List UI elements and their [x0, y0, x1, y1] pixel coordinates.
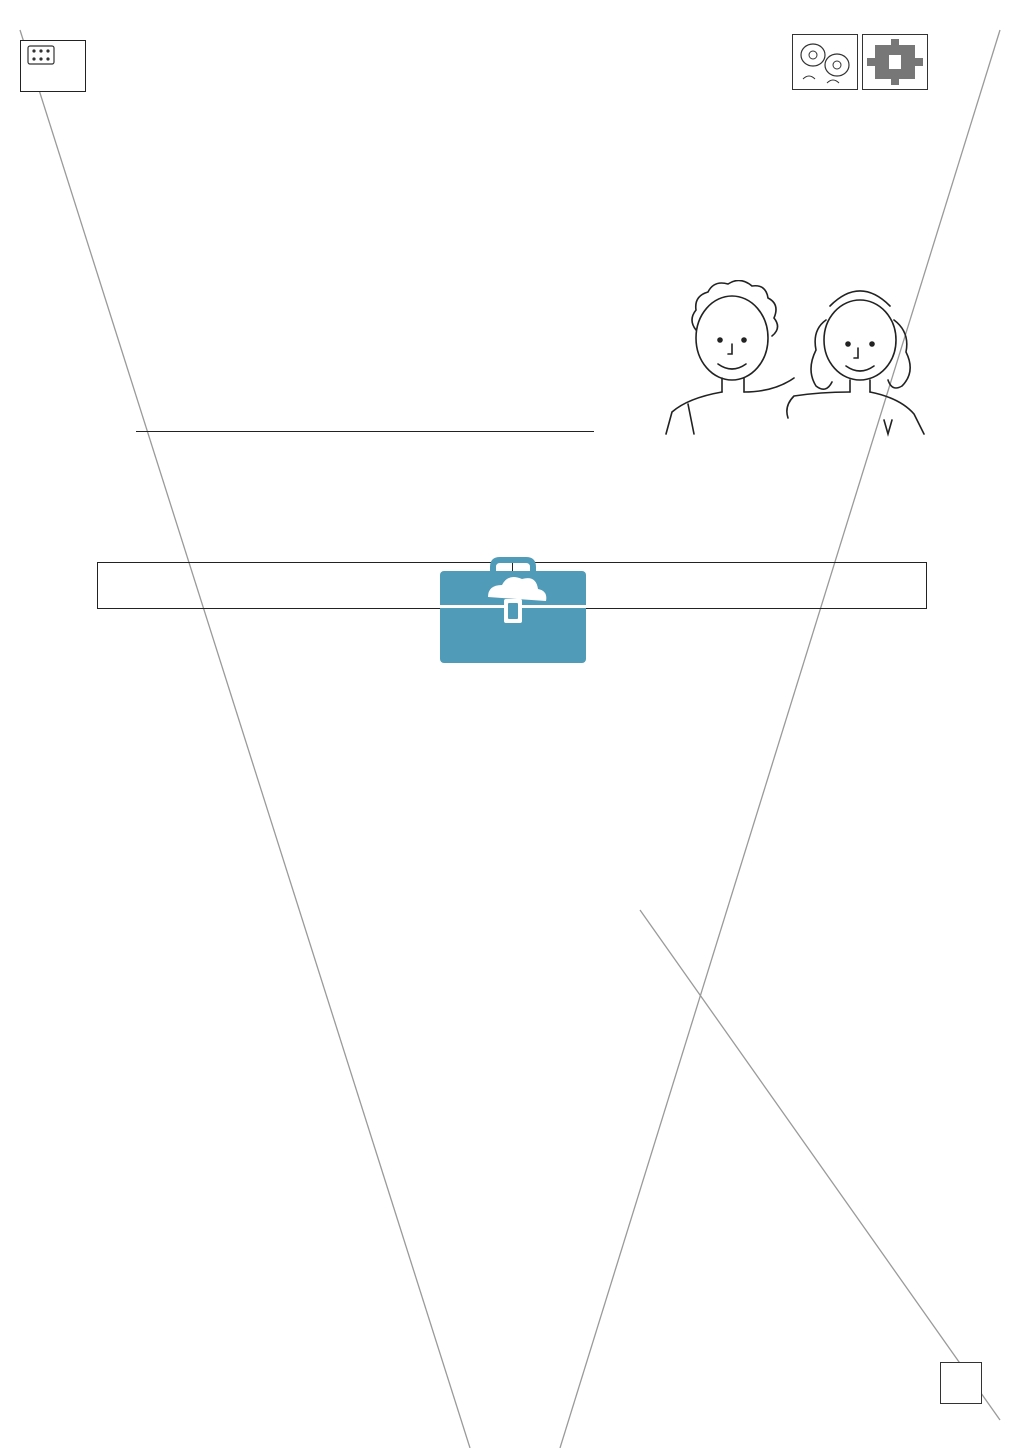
thought-bubbles-icon	[793, 35, 857, 89]
writing-line[interactable]	[136, 431, 594, 432]
briefcase-logo-icon	[438, 553, 588, 665]
two-children-illustration	[660, 280, 930, 440]
dice-icon	[27, 45, 57, 67]
page-number-box	[940, 1362, 982, 1404]
thinking-icon-box	[792, 34, 858, 90]
table-layout-icon	[863, 35, 927, 89]
chapter-badge	[20, 40, 86, 92]
table-layout-icon-box	[862, 34, 928, 90]
